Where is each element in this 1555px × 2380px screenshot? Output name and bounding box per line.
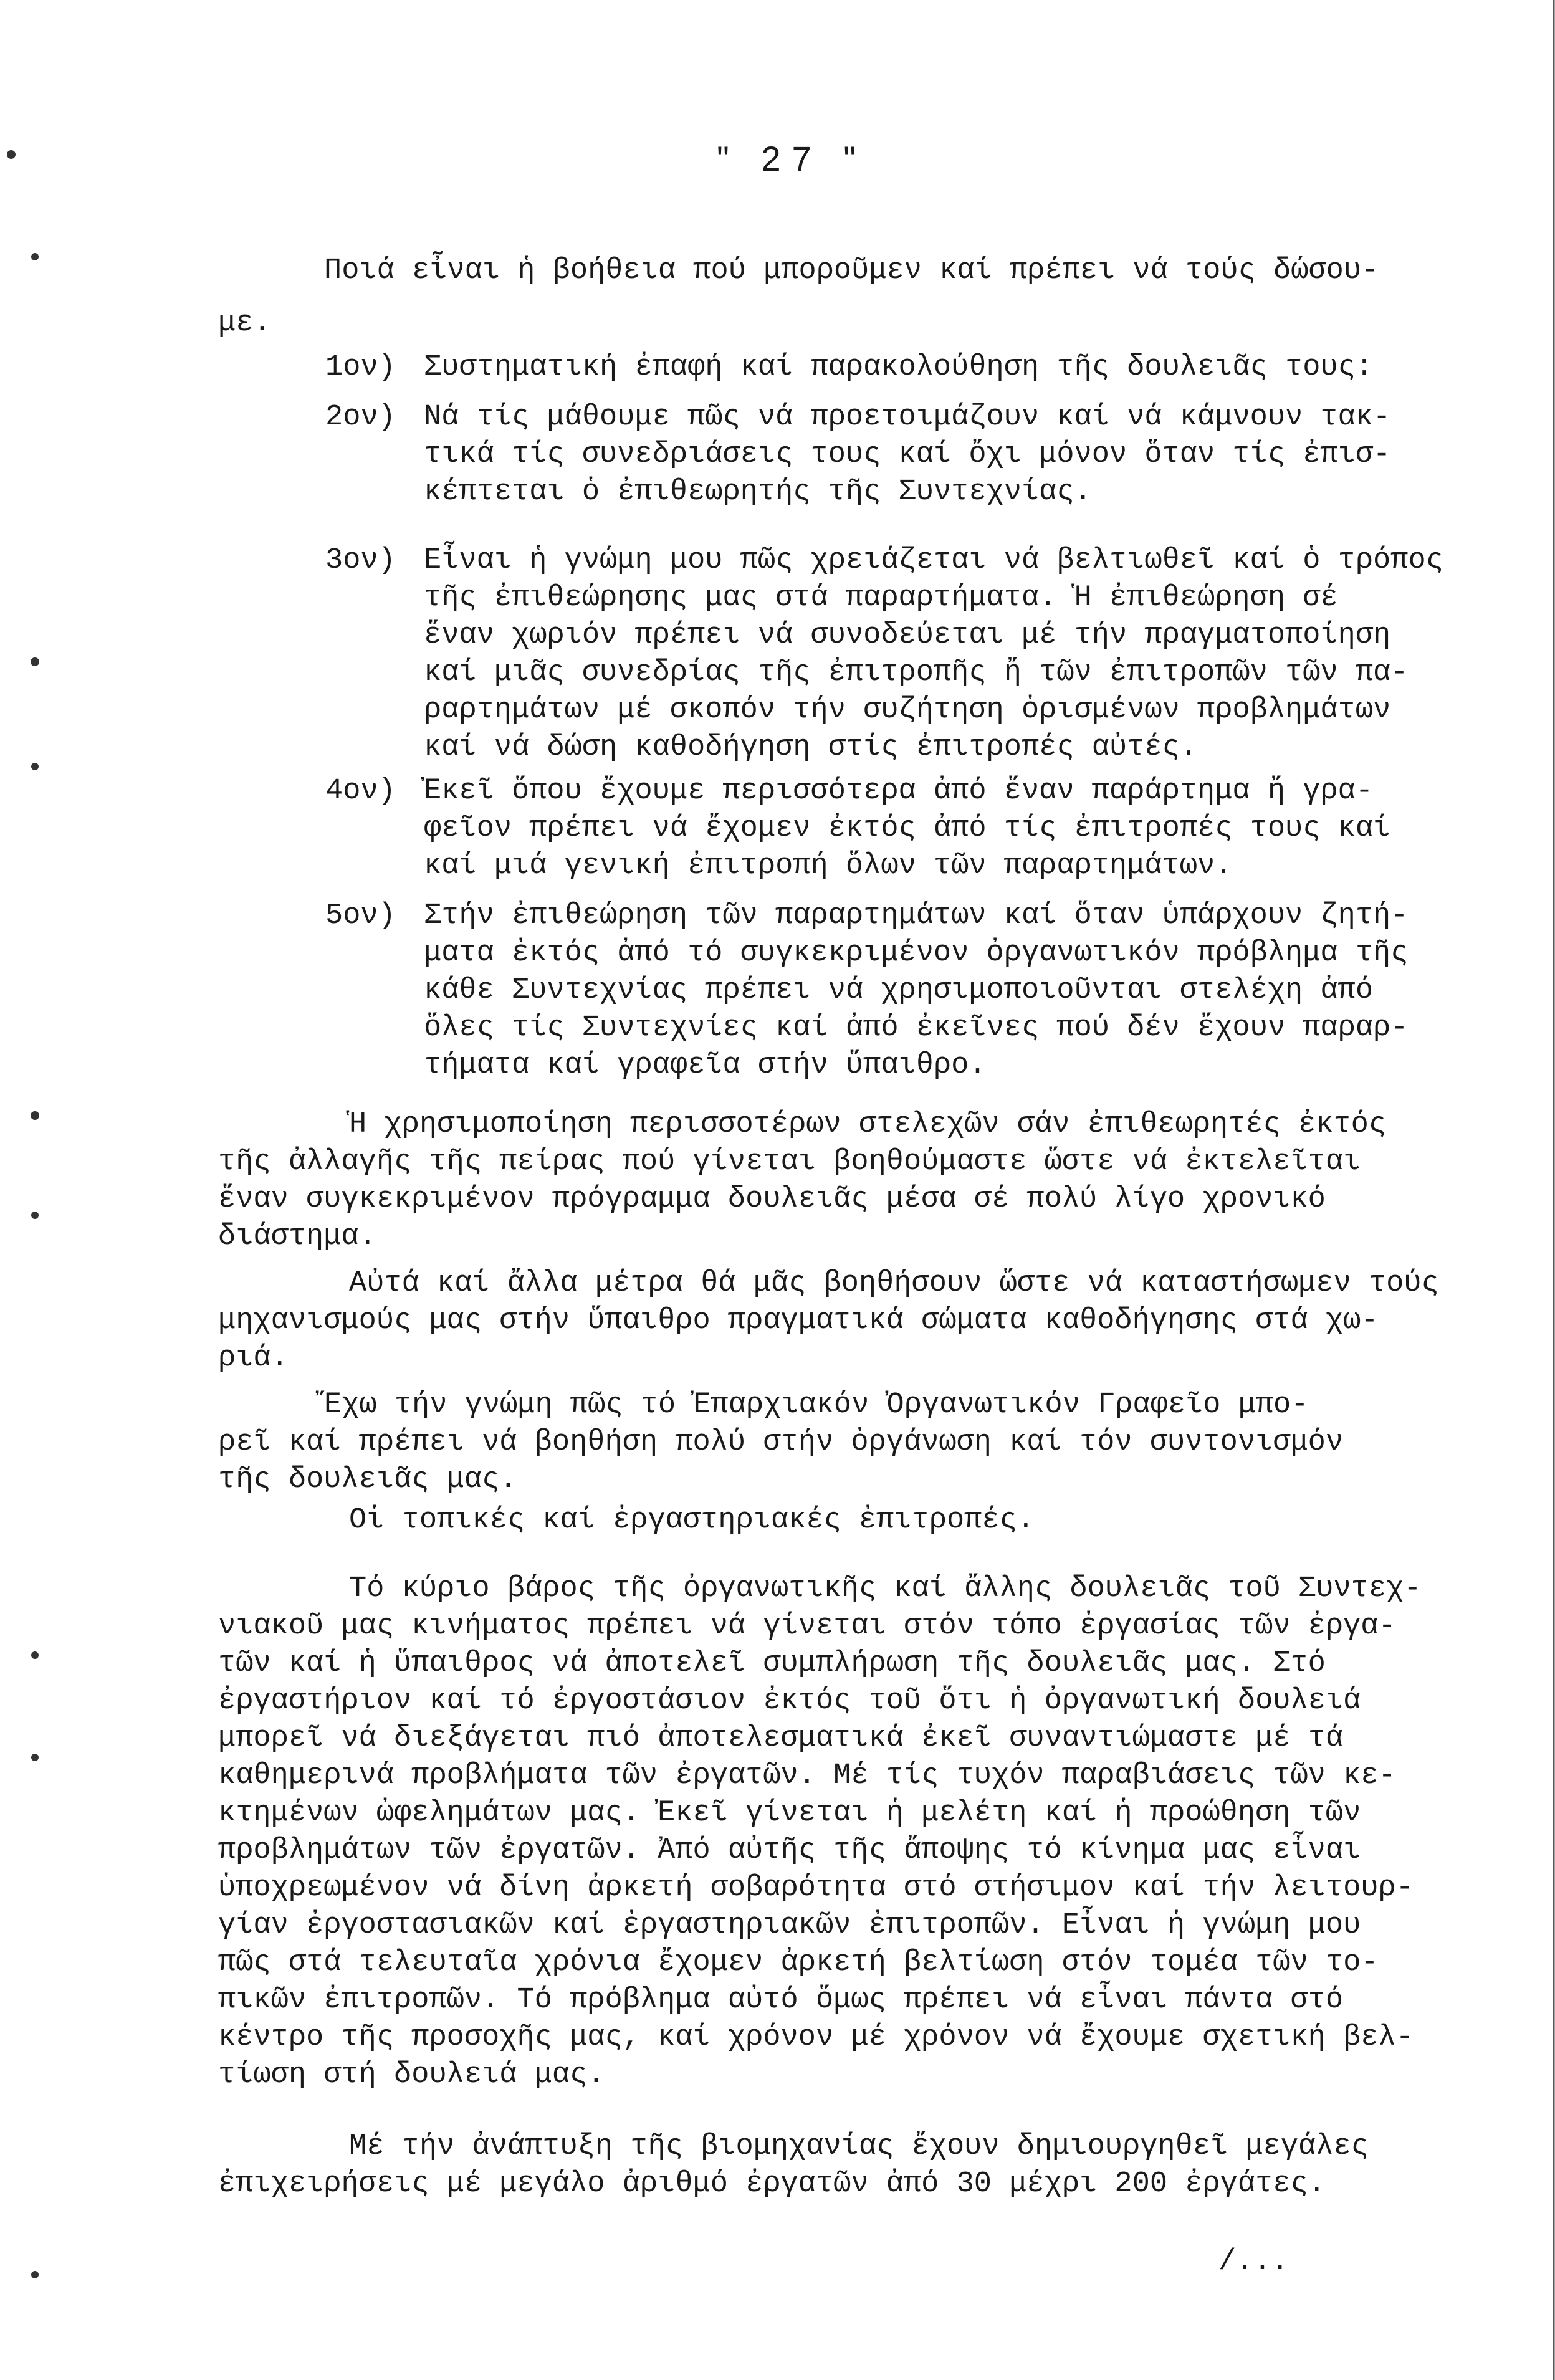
margin-dot (31, 2271, 39, 2278)
paragraph-line: Ἡ χρησιμοποίηση περισσοτέρων στελεχῶν σάν ἐπιθεωρητές ἐκτός (349, 1108, 1387, 1141)
item-line: τῆς ἐπιθεώρησης μας στά παραρτήματα. Ἡ ἐπιθεώρηση σέ (424, 581, 1338, 614)
margin-dot (7, 150, 16, 159)
intro-line: Ποιά εἶναι ἡ βοήθεια πού μποροῦμεν καί πρέπει νά τούς δώσου- (324, 254, 1379, 287)
item-label: 5ον) (325, 899, 396, 932)
paragraph-line: πῶς στά τελευταῖα χρόνια ἔχομεν ἀρκετή βελτίωση στόν τομέα τῶν το- (218, 1946, 1379, 1979)
item-line: Συστηματική ἐπαφή καί παρακολούθηση τῆς δουλειᾶς τους: (424, 351, 1374, 384)
paragraph-line: Τό κύριο βάρος τῆς ὀργανωτικῆς καί ἄλλης δουλειᾶς τοῦ Συντεχ- (349, 1572, 1422, 1605)
item-line: κάθε Συντεχνίας πρέπει νά χρησιμοποιοῦνται στελέχη ἀπό (424, 974, 1374, 1007)
item-line: Στήν ἐπιθεώρηση τῶν παραρτημάτων καί ὅταν ὑπάρχουν ζητή- (424, 899, 1409, 932)
paragraph-line: κτημένων ὠφελημάτων μας. Ἐκεῖ γίνεται ἡ μελέτη καί ἡ προώθηση τῶν (218, 1797, 1361, 1830)
paragraph-line: ἐπιχειρήσεις μέ μεγάλο ἀριθμό ἐργατῶν ἀπό 30 μέχρι 200 ἐργάτες. (218, 2167, 1326, 2201)
paragraph-line: τῆς ἀλλαγῆς τῆς πείρας πού γίνεται βοηθούμαστε ὥστε νά ἐκτελεῖται (218, 1145, 1361, 1178)
item-line: ματα ἐκτός ἀπό τό συγκεκριμένον ὀργανωτικόν πρόβλημα τῆς (424, 937, 1409, 970)
paragraph-line: Αὐτά καί ἄλλα μέτρα θά μᾶς βοηθήσουν ὥστε νά καταστήσωμεν τούς (349, 1267, 1439, 1300)
margin-dot (31, 1754, 39, 1761)
paragraph-line: γίαν ἐργοστασιακῶν καί ἐργαστηριακῶν ἐπιτροπῶν. Εἶναι ἡ γνώμη μου (218, 1909, 1361, 1942)
paragraph-line: ἐργαστήριον καί τό ἐργοστάσιον ἐκτός τοῦ ὅτι ἡ ὀργανωτική δουλειά (218, 1685, 1361, 1718)
paragraph-line: ρεῖ καί πρέπει νά βοηθήση πολύ στήν ὀργάνωση καί τόν συντονισμόν (218, 1426, 1344, 1459)
paragraph-line: ἕναν συγκεκριμένον πρόγραμμα δουλειᾶς μέσα σέ πολύ λίγο χρονικό (218, 1183, 1326, 1216)
item-line: καί νά δώση καθοδήγηση στίς ἐπιτροπές αὐτές. (424, 731, 1198, 764)
item-line: Νά τίς μάθουμε πῶς νά προετοιμάζουν καί νά κάμνουν τακ- (424, 401, 1391, 434)
paragraph-line: μηχανισμούς μας στήν ὕπαιθρο πραγματικά σώματα καθοδήγησης στά χω- (218, 1304, 1379, 1337)
paragraph-line: ριά. (218, 1342, 289, 1375)
item-label: 1ον) (325, 351, 396, 384)
paragraph-line: καθημερινά προβλήματα τῶν ἐργατῶν. Μέ τίς τυχόν παραβιάσεις τῶν κε- (218, 1759, 1396, 1792)
item-label: 2ον) (325, 401, 396, 434)
intro-line: με. (218, 307, 271, 340)
paragraph-line: τῆς δουλειᾶς μας. (218, 1463, 517, 1496)
margin-dot (31, 253, 39, 260)
paragraph-line: τῶν καί ἡ ὕπαιθρος νά ἀποτελεῖ συμπλήρωση τῆς δουλειᾶς μας. Στό (218, 1647, 1326, 1680)
item-line: ραρτημάτων μέ σκοπόν τήν συζήτηση ὁρισμένων προβλημάτων (424, 694, 1391, 727)
margin-dot (31, 763, 39, 770)
paragraph-line: ὑποχρεωμένον νά δίνη ἀρκετή σοβαρότητα στό στήσιμον καί τήν λειτουρ- (218, 1871, 1414, 1904)
item-label: 3ον) (325, 544, 396, 577)
item-line: τήματα καί γραφεῖα στήν ὕπαιθρο. (424, 1049, 987, 1082)
paragraph-line: προβλημάτων τῶν ἐργατῶν. Ἀπό αὐτῆς τῆς ἄποψης τό κίνημα μας εἶναι (218, 1834, 1361, 1867)
section-heading: Οἱ τοπικές καί ἐργαστηριακές ἐπιτροπές. (349, 1504, 1035, 1537)
paragraph-line: νιακοῦ μας κινήματος πρέπει νά γίνεται στόν τόπο ἐργασίας τῶν ἐργα- (218, 1610, 1396, 1643)
paragraph-line: κέντρο τῆς προσοχῆς μας, καί χρόνον μέ χρόνον νά ἔχουμε σχετική βελ- (218, 2021, 1414, 2054)
paragraph-line: τίωση στή δουλειά μας. (218, 2058, 605, 2091)
margin-dot (31, 1111, 39, 1120)
item-line: ἕναν χωριόν πρέπει νά συνοδεύεται μέ τήν πραγματοποίηση (424, 619, 1391, 652)
item-line: ὅλες τίς Συντεχνίες καί ἀπό ἐκεῖνες πού δέν ἔχουν παραρ- (424, 1011, 1409, 1044)
paragraph-line: Μέ τήν ἀνάπτυξη τῆς βιομηχανίας ἔχουν δημιουργηθεῖ μεγάλες (349, 2130, 1369, 2163)
margin-dot (31, 657, 39, 666)
item-line: φεῖον πρέπει νά ἔχομεν ἐκτός ἀπό τίς ἐπιτροπές τους καί (424, 812, 1391, 845)
item-label: 4ον) (325, 775, 396, 808)
paragraph-line: πικῶν ἐπιτροπῶν. Τό πρόβλημα αὐτό ὅμως πρέπει νά εἶναι πάντα στό (218, 1984, 1344, 2017)
item-line: καί μιᾶς συνεδρίας τῆς ἐπιτροπῆς ἤ τῶν ἐπιτροπῶν τῶν πα- (424, 656, 1409, 689)
item-line: τικά τίς συνεδριάσεις τους καί ὄχι μόνον ὅταν τίς ἐπισ- (424, 438, 1391, 471)
paragraph-line: μπορεῖ νά διεξάγεται πιό ἀποτελεσματικά ἐκεῖ συναντιώμαστε μέ τά (218, 1722, 1344, 1755)
paragraph-line: Ἔχω τήν γνώμη πῶς τό Ἐπαρχιακόν Ὀργανωτικόν Γραφεῖο μπο- (324, 1388, 1309, 1422)
item-line: καί μιά γενική ἐπιτροπή ὅλων τῶν παραρτημάτων. (424, 849, 1233, 882)
item-line: Εἶναι ἡ γνώμη μου πῶς χρειάζεται νά βελτιωθεῖ καί ὁ τρόπος (424, 544, 1443, 577)
margin-dot (31, 1651, 39, 1659)
paragraph-line: διάστημα. (218, 1220, 376, 1253)
item-line: κέπτεται ὁ ἐπιθεωρητής τῆς Συντεχνίας. (424, 476, 1092, 509)
item-line: Ἐκεῖ ὅπου ἔχουμε περισσότερα ἀπό ἕναν παράρτημα ἤ γρα- (424, 775, 1374, 808)
page-number: " 27 " (717, 139, 868, 178)
continuation-mark: /... (1218, 2245, 1289, 2278)
margin-dot (31, 1212, 39, 1219)
